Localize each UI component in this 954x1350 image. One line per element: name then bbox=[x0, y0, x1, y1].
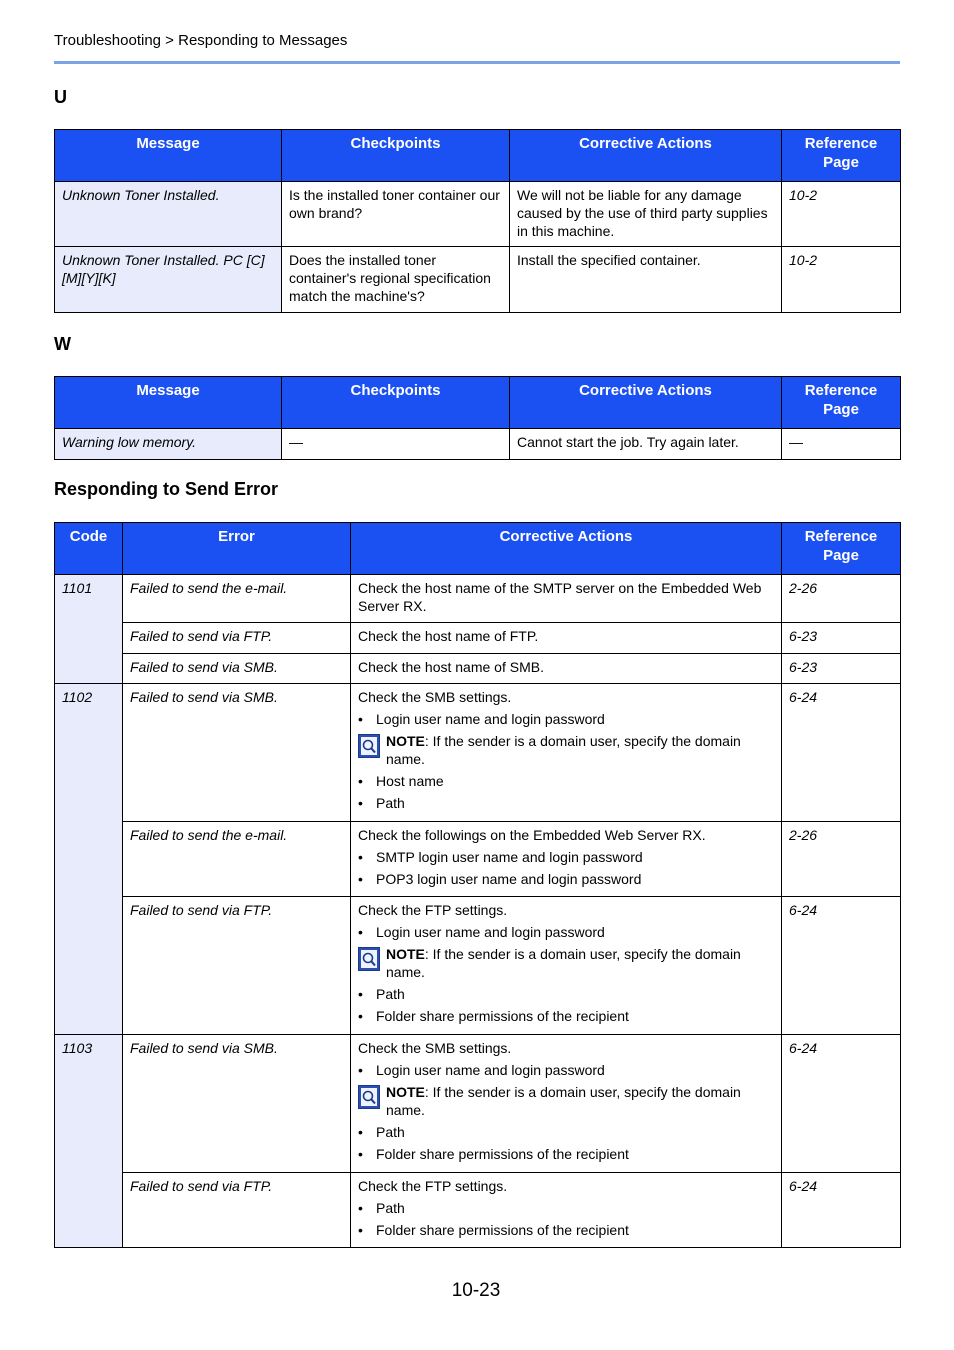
note bbox=[358, 732, 774, 768]
header-reference-page: Reference Page bbox=[782, 377, 901, 429]
action-cell bbox=[351, 1035, 782, 1173]
bullet-list bbox=[358, 985, 774, 1025]
action-intro: Check the followings on the Embedded Web Server RX. bbox=[358, 827, 706, 843]
table-header-row bbox=[55, 523, 901, 575]
header-message: Message bbox=[55, 377, 282, 429]
header-corrective-actions: Corrective Actions bbox=[510, 377, 782, 429]
error-cell: Failed to send the e-mail. bbox=[123, 575, 351, 623]
header-checkpoints: Checkpoints bbox=[282, 130, 510, 182]
message-table-u bbox=[54, 129, 901, 313]
bullet-list bbox=[358, 1199, 774, 1239]
list-item: • Folder share permissions of the recipient bbox=[358, 1146, 629, 1162]
action-cell: Install the specified container. bbox=[510, 247, 782, 313]
table-row bbox=[55, 182, 901, 247]
reference-link[interactable]: 6-24 bbox=[782, 684, 901, 822]
breadcrumb: Troubleshooting > Responding to Messages bbox=[54, 32, 348, 49]
table-row bbox=[55, 575, 901, 623]
action-cell bbox=[351, 822, 782, 897]
table-row bbox=[55, 1035, 901, 1173]
list-item: • POP3 login user name and login password bbox=[358, 871, 642, 887]
page-number: 10-23 bbox=[451, 1280, 501, 1301]
reference-link[interactable]: 6-23 bbox=[782, 623, 901, 654]
action-intro: Check the FTP settings. bbox=[358, 1178, 508, 1194]
action-intro: Check the FTP settings. bbox=[358, 902, 508, 918]
note-label: NOTE bbox=[386, 946, 425, 962]
reference-link[interactable]: 6-23 bbox=[782, 654, 901, 684]
bullet-list bbox=[358, 1123, 774, 1163]
bullet-list bbox=[358, 772, 774, 812]
checkpoint-cell: Does the installed toner container's regional specification match the machine's? bbox=[282, 247, 510, 313]
note-text: : If the sender is a domain user, specify the domain name. bbox=[386, 733, 741, 767]
reference-cell: — bbox=[782, 429, 901, 460]
reference-link[interactable]: 2-26 bbox=[782, 822, 901, 897]
error-code-cell: 1101 bbox=[55, 575, 123, 684]
error-cell: Failed to send via SMB. bbox=[123, 654, 351, 684]
action-cell: Check the host name of FTP. bbox=[351, 623, 782, 654]
list-item: • Folder share permissions of the recipient bbox=[358, 1222, 629, 1238]
action-cell bbox=[351, 1173, 782, 1248]
error-cell: Failed to send via SMB. bbox=[123, 684, 351, 822]
list-item: • Folder share permissions of the recipient bbox=[358, 1008, 629, 1024]
table-row bbox=[55, 623, 901, 654]
action-intro: Check the SMB settings. bbox=[358, 1040, 512, 1056]
header-corrective-actions: Corrective Actions bbox=[351, 523, 782, 575]
header-corrective-actions: Corrective Actions bbox=[510, 130, 782, 182]
error-cell: Failed to send via FTP. bbox=[123, 623, 351, 654]
reference-link[interactable]: 6-24 bbox=[782, 1173, 901, 1248]
note-text: : If the sender is a domain user, specify the domain name. bbox=[386, 1084, 741, 1118]
list-item: • Path bbox=[358, 795, 405, 811]
send-error-table bbox=[54, 522, 901, 1248]
action-intro: Check the SMB settings. bbox=[358, 689, 512, 705]
note-text: : If the sender is a domain user, specify the domain name. bbox=[386, 946, 741, 980]
bullet-list bbox=[358, 1061, 774, 1079]
header-reference-page: Reference Page bbox=[782, 130, 901, 182]
table-row bbox=[55, 897, 901, 1035]
table-row bbox=[55, 1173, 901, 1248]
message-cell: Warning low memory. bbox=[55, 429, 282, 460]
reference-link[interactable]: 6-24 bbox=[782, 1035, 901, 1173]
list-item: • Path bbox=[358, 1124, 405, 1140]
error-code-cell: 1103 bbox=[55, 1035, 123, 1248]
table-header-row bbox=[55, 377, 901, 429]
note bbox=[358, 1083, 774, 1119]
list-item: • Login user name and login password bbox=[358, 711, 605, 727]
error-cell: Failed to send via FTP. bbox=[123, 897, 351, 1035]
list-item: • Path bbox=[358, 986, 405, 1002]
note-icon bbox=[358, 734, 380, 758]
header-code: Code bbox=[55, 523, 123, 575]
note-icon bbox=[358, 947, 380, 971]
page-number-container bbox=[0, 1280, 954, 1302]
list-item: • Login user name and login password bbox=[358, 1062, 605, 1078]
error-cell: Failed to send via SMB. bbox=[123, 1035, 351, 1173]
message-cell: Unknown Toner Installed. PC [C][M][Y][K] bbox=[55, 247, 282, 313]
message-cell: Unknown Toner Installed. bbox=[55, 182, 282, 247]
note-label: NOTE bbox=[386, 733, 425, 749]
section-title: Responding to Send Error bbox=[54, 479, 279, 499]
note-icon bbox=[358, 1085, 380, 1109]
header-error: Error bbox=[123, 523, 351, 575]
bullet-list bbox=[358, 848, 774, 888]
action-cell bbox=[351, 897, 782, 1035]
note-label: NOTE bbox=[386, 1084, 425, 1100]
action-cell: Check the host name of the SMTP server on the Embedded Web Server RX. bbox=[351, 575, 782, 623]
action-cell: Check the host name of SMB. bbox=[351, 654, 782, 684]
reference-link[interactable]: 2-26 bbox=[782, 575, 901, 623]
section-letter-u: U bbox=[54, 87, 67, 107]
header-reference-page: Reference Page bbox=[782, 523, 901, 575]
table-row bbox=[55, 822, 901, 897]
reference-link[interactable]: 10-2 bbox=[782, 182, 901, 247]
header-message: Message bbox=[55, 130, 282, 182]
message-table-w bbox=[54, 376, 901, 460]
header-checkpoints: Checkpoints bbox=[282, 377, 510, 429]
table-row bbox=[55, 247, 901, 313]
table-header-row bbox=[55, 130, 901, 182]
note bbox=[358, 945, 774, 981]
list-item: • SMTP login user name and login password bbox=[358, 849, 643, 865]
table-row bbox=[55, 654, 901, 684]
reference-link[interactable]: 10-2 bbox=[782, 247, 901, 313]
action-cell: We will not be liable for any damage caused by the use of third party supplies in this machine. bbox=[510, 182, 782, 247]
table-row bbox=[55, 429, 901, 460]
header-rule bbox=[54, 61, 900, 64]
checkpoint-cell: Is the installed toner container our own brand? bbox=[282, 182, 510, 247]
error-code-cell: 1102 bbox=[55, 684, 123, 1035]
bullet-list bbox=[358, 923, 774, 941]
error-cell: Failed to send the e-mail. bbox=[123, 822, 351, 897]
list-item: • Path bbox=[358, 1200, 405, 1216]
section-letter-w: W bbox=[54, 334, 71, 354]
action-cell: Cannot start the job. Try again later. bbox=[510, 429, 782, 460]
table-row bbox=[55, 684, 901, 822]
reference-link[interactable]: 6-24 bbox=[782, 897, 901, 1035]
error-cell: Failed to send via FTP. bbox=[123, 1173, 351, 1248]
action-cell bbox=[351, 684, 782, 822]
list-item: • Host name bbox=[358, 773, 444, 789]
list-item: • Login user name and login password bbox=[358, 924, 605, 940]
checkpoint-cell: — bbox=[282, 429, 510, 460]
bullet-list bbox=[358, 710, 774, 728]
